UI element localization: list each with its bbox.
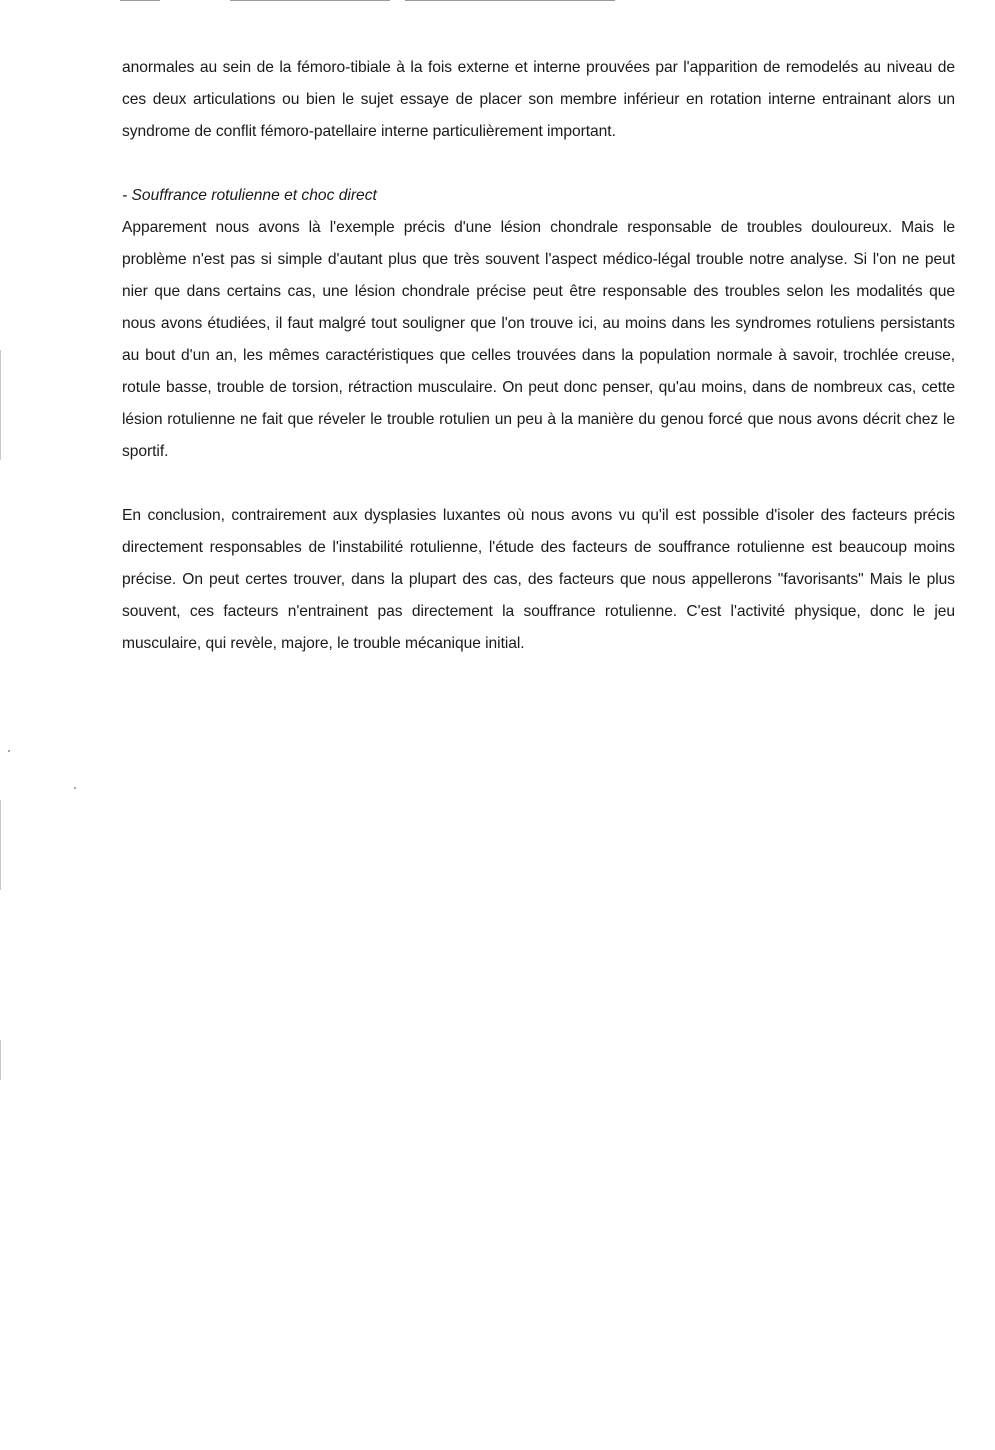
scan-speck	[8, 750, 10, 752]
conclusion-paragraph: En conclusion, contrairement aux dysplasies luxantes où nous avons vu qu'il est possible d'isoler des facteurs précis directement responsables de l'instabilité rotulienne, l'étude des facteurs de souffrance rotulienne est beaucoup moins précise. On peut certes trouver, dans la plupart des cas, des facteurs que nous appellerons "favorisants" Mais le plus souvent, ces facteurs n'entrainent pas directement la souffrance rotulienne. C'est l'activité physique, donc le jeu musculaire, qui revèle, majore, le trouble mécanique initial.	[122, 507, 955, 652]
scan-speck	[74, 787, 76, 789]
scan-left-edge	[0, 800, 1, 890]
document-page	[122, 52, 955, 660]
section-body-paragraph: Apparement nous avons là l'exemple précis d'une lésion chondrale responsable de troubles douloureux. Mais le problème n'est pas si simple d'autant plus que très souvent l'aspect médico-légal trouble notre analyse. Si l'on ne peut nier que dans certains cas, une lésion chondrale précise peut être responsable des troubles selon les modalités que nous avons étudiées, il faut malgré tout souligner que l'on trouve ici, au moins dans les syndromes rotuliens persistants au bout d'un an, les mêmes caractéristiques que celles trouvées dans la population normale à savoir, trochlée creuse, rotule basse, trouble de torsion, rétraction musculaire. On peut donc penser, qu'au moins, dans de nombreux cas, cette lésion rotulienne ne fait que réveler le trouble rotulien un peu à la manière du genou forcé que nous avons décrit chez le sportif.	[122, 219, 955, 460]
section-heading: - Souffrance rotulienne et choc direct	[122, 187, 377, 204]
scan-artifact-top-line	[230, 0, 390, 1]
scan-artifact-top-line	[120, 0, 160, 1]
scan-artifact-top-line	[405, 0, 615, 1]
scan-left-edge	[0, 350, 1, 460]
paragraph-continuation: anormales au sein de la fémoro-tibiale à la fois externe et interne prouvées par l'apparition de remodelés au niveau de ces deux articulations ou bien le sujet essaye de placer son membre inférieur en rotation interne entrainant alors un syndrome de conflit fémoro-patellaire interne particulièrement important.	[122, 59, 955, 140]
scan-left-edge	[0, 1040, 1, 1080]
